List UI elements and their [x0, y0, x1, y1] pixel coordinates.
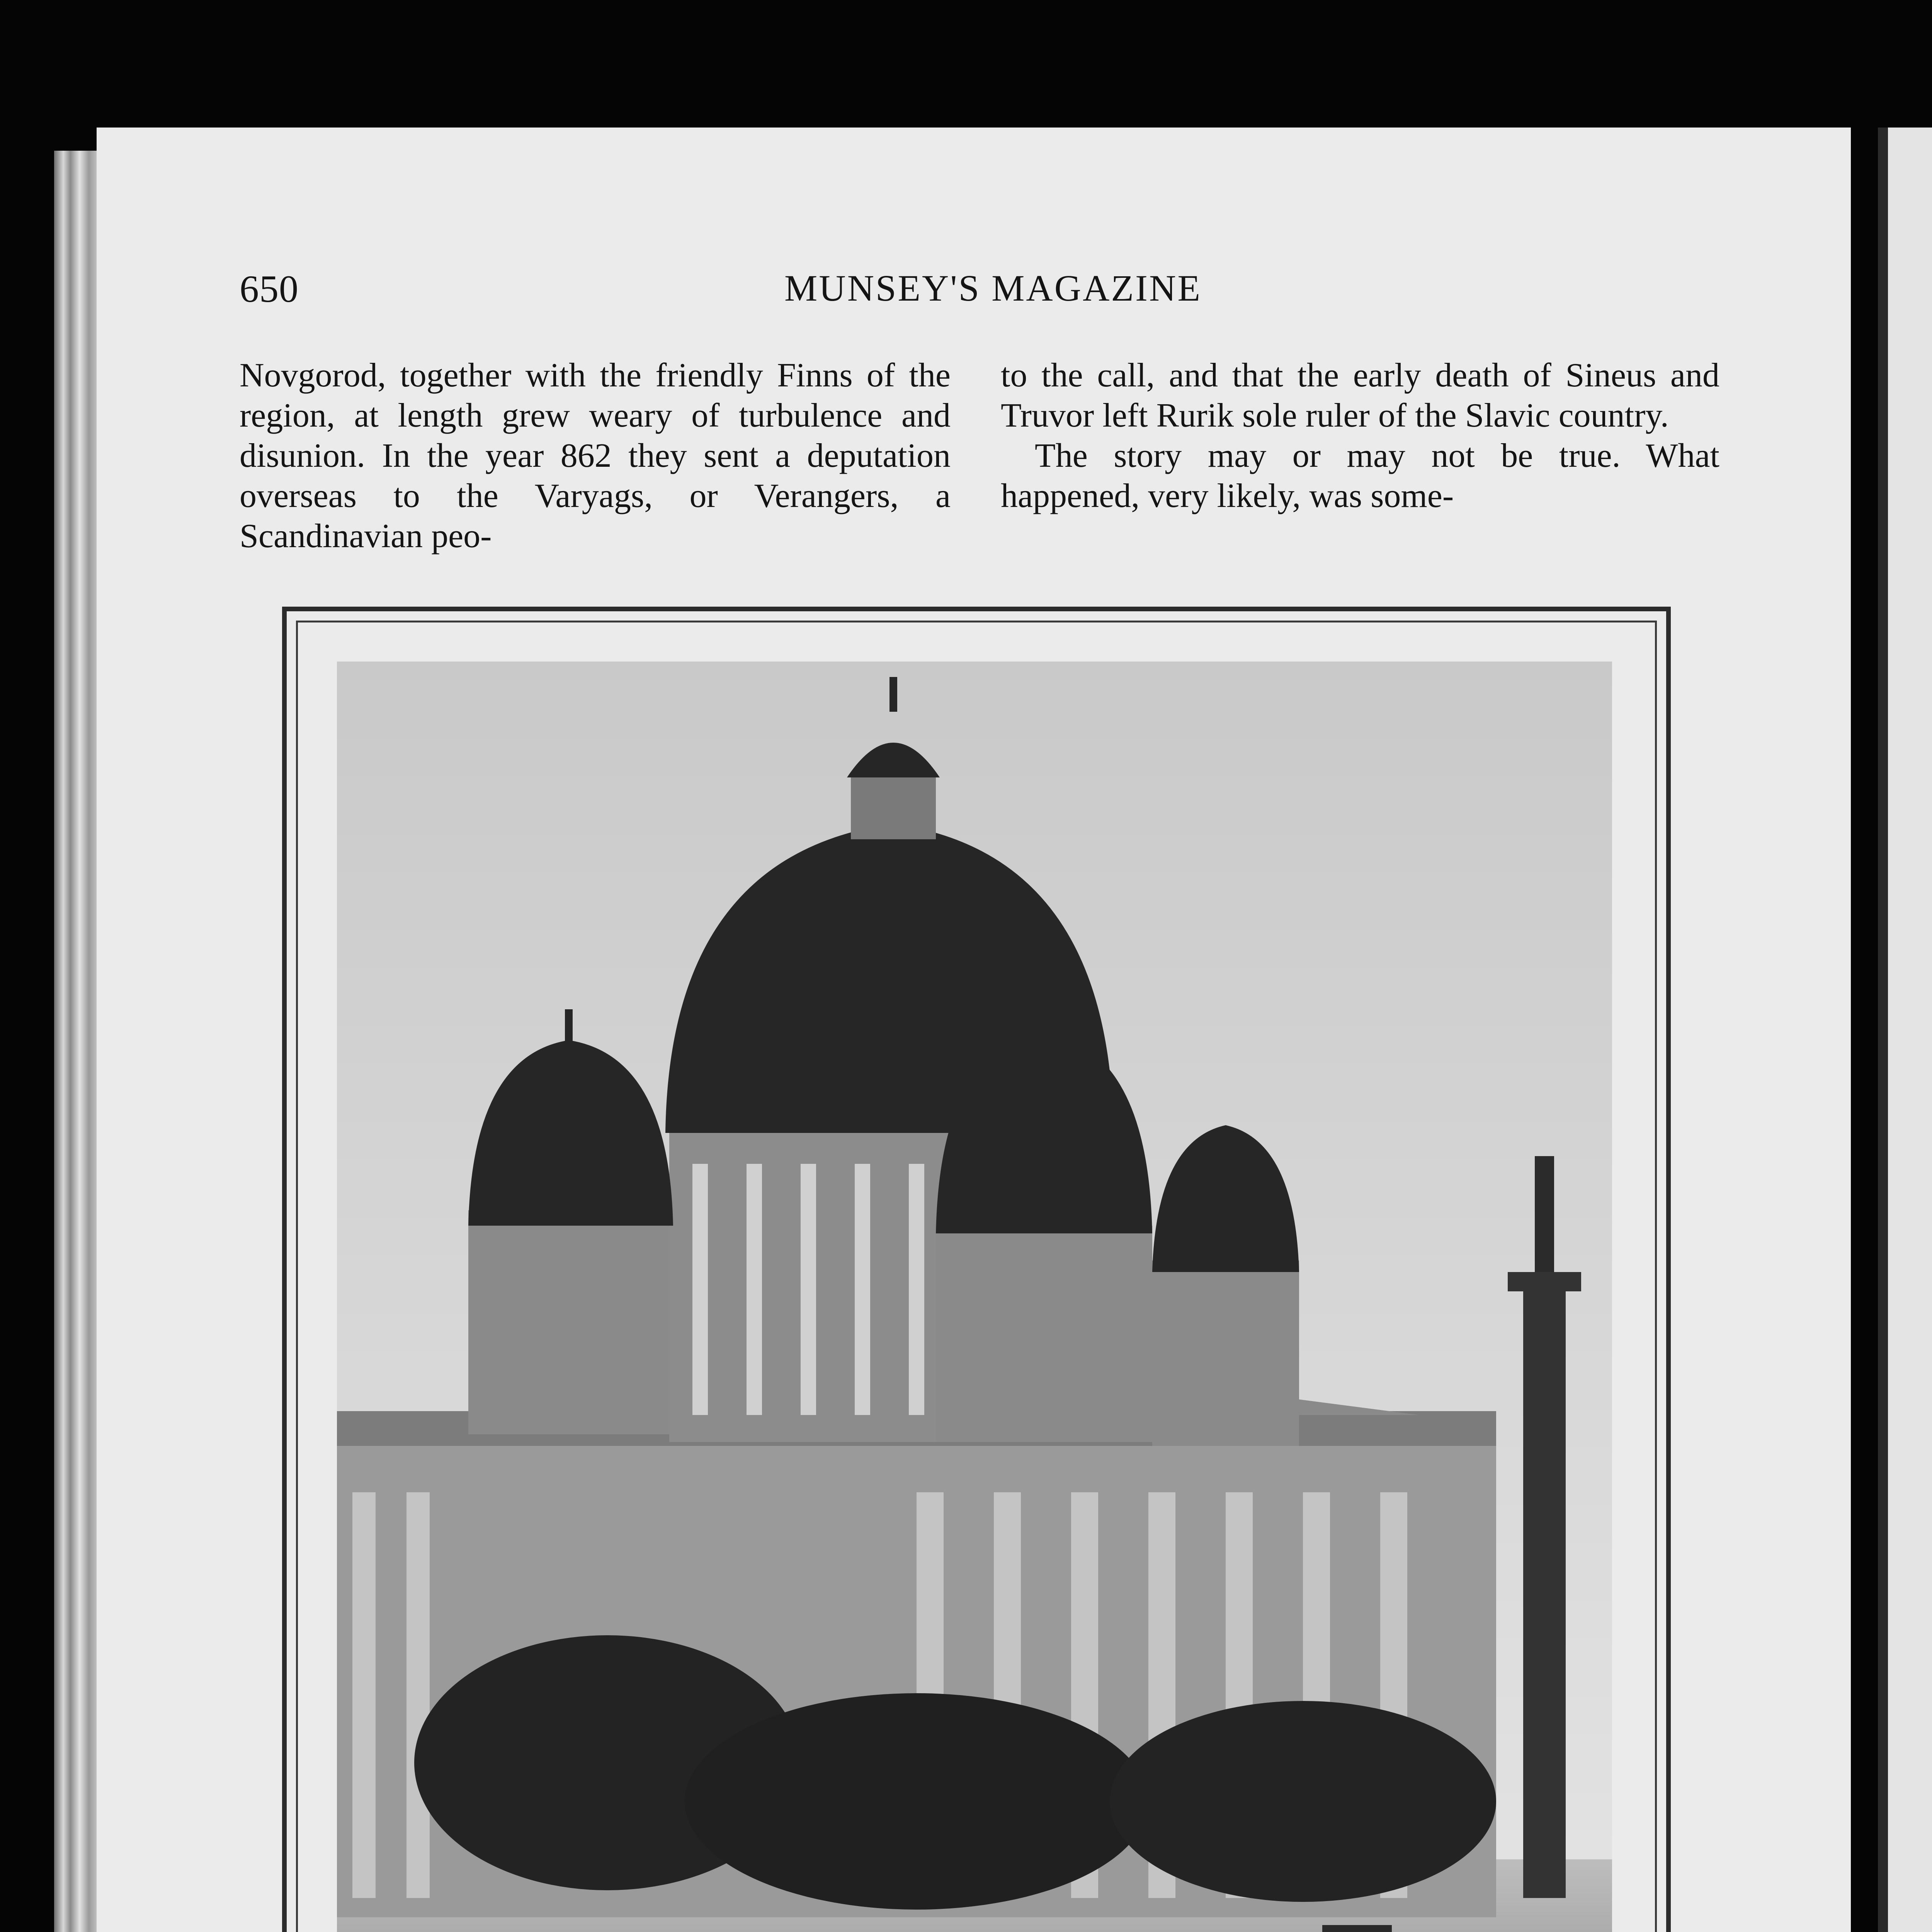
- adjacent-page-edge: [1878, 128, 1932, 1932]
- page-number: 650: [240, 267, 299, 310]
- paragraph: Novgorod, together with the friendly Finns of the region, at length grew weary of turbulence and disunion. In the year 862 they sent a deputation overseas to the Varyags, or Verangers, a Scandinavian peo-: [240, 357, 951, 555]
- running-head: [240, 267, 1747, 321]
- text-column-top-right: [1001, 355, 1719, 516]
- paragraph: The story may or may not be true. What happened, very likely, was some-: [1001, 437, 1719, 515]
- cathedral-photo: [337, 662, 1612, 1932]
- text-column-top-left: [240, 355, 951, 556]
- magazine-title: MUNSEY'S MAGAZINE: [784, 267, 1202, 309]
- paragraph: to the call, and that the early death of Sineus and Truvor left Rurik sole ruler of the Slavic country.: [1001, 357, 1719, 434]
- book-spine-edge: [54, 151, 100, 1932]
- cathedral-illustration: [337, 662, 1612, 1932]
- photo-frame: [282, 607, 1671, 1932]
